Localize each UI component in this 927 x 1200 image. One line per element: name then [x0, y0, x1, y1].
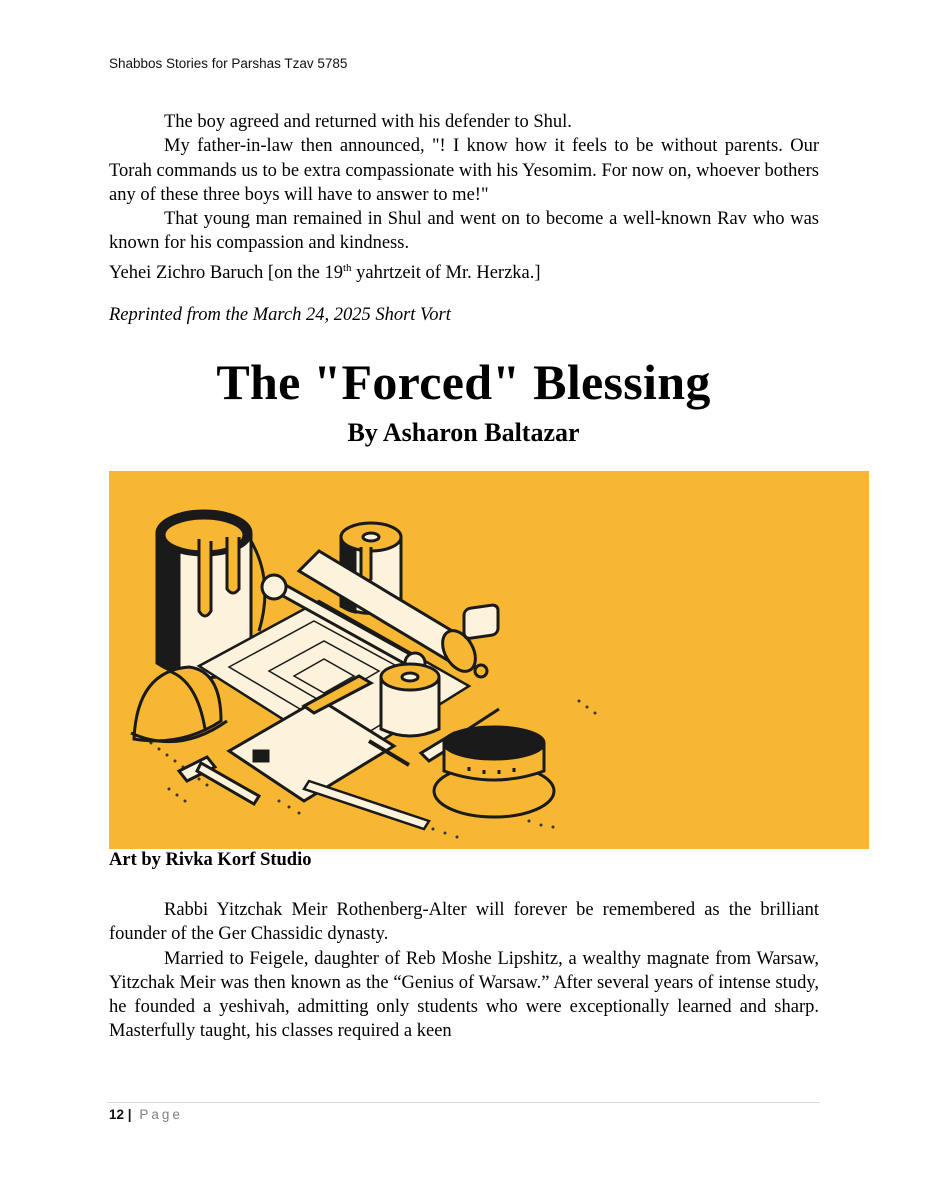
memorial-text-start: Yehei Zichro Baruch [on the 19: [109, 262, 343, 283]
article-byline: By Asharon Baltazar: [347, 418, 580, 447]
intro-paragraph-2: My father-in-law then announced, "! I know how it feels to be without parents. Our Torah commands us to be extra compassionate with his Yesomim. For now on, whoever bothers any of these three boys will have to answer to me!": [109, 136, 819, 205]
ordinal-suffix: th: [342, 261, 352, 274]
ruler-icon: [304, 781, 429, 829]
intro-paragraph-3: That young man remained in Shul and went on to become a well-known Rav who was known for his compassion and kindness.: [109, 209, 819, 254]
page-label: Page: [139, 1107, 183, 1122]
running-header: Shabbos Stories for Parshas Tzav 5785: [109, 56, 348, 71]
reprint-note: Reprinted from the March 24, 2025 Short Vort: [109, 305, 451, 325]
page-separator: |: [127, 1107, 132, 1122]
memorial-text-end: yahrtzeit of Mr. Herzka.]: [351, 262, 541, 283]
paint-bucket-icon: [381, 664, 439, 736]
intro-text: [109, 110, 819, 285]
footer-divider: [107, 1102, 820, 1103]
illustration-caption: Art by Rivka Korf Studio: [109, 850, 312, 870]
article-body: [109, 898, 819, 1044]
article-illustration: [109, 471, 869, 849]
article-paragraph-1: Rabbi Yitzchak Meir Rothenberg-Alter will forever be remembered as the brilliant founder of the Ger Chassidic dynasty.: [109, 900, 819, 945]
intro-paragraph-1: The boy agreed and returned with his defender to Shul.: [164, 112, 572, 132]
page-number: 12: [109, 1107, 125, 1122]
page-footer: [109, 1107, 183, 1122]
brimmed-hat-icon: [434, 727, 554, 817]
article-paragraph-2: Married to Feigele, daughter of Reb Moshe Lipshitz, a wealthy magnate from Warsaw, Yitzchak Meir was then known as the “Genius of Warsaw.” After several years of intense study, he founded a yeshivah, admitting only students who were exceptionally learned and sharp. Masterfully taught, his classes required a keen: [109, 948, 819, 1042]
article-title: The "Forced" Blessing: [216, 354, 711, 410]
intro-paragraph-4: [109, 256, 819, 285]
